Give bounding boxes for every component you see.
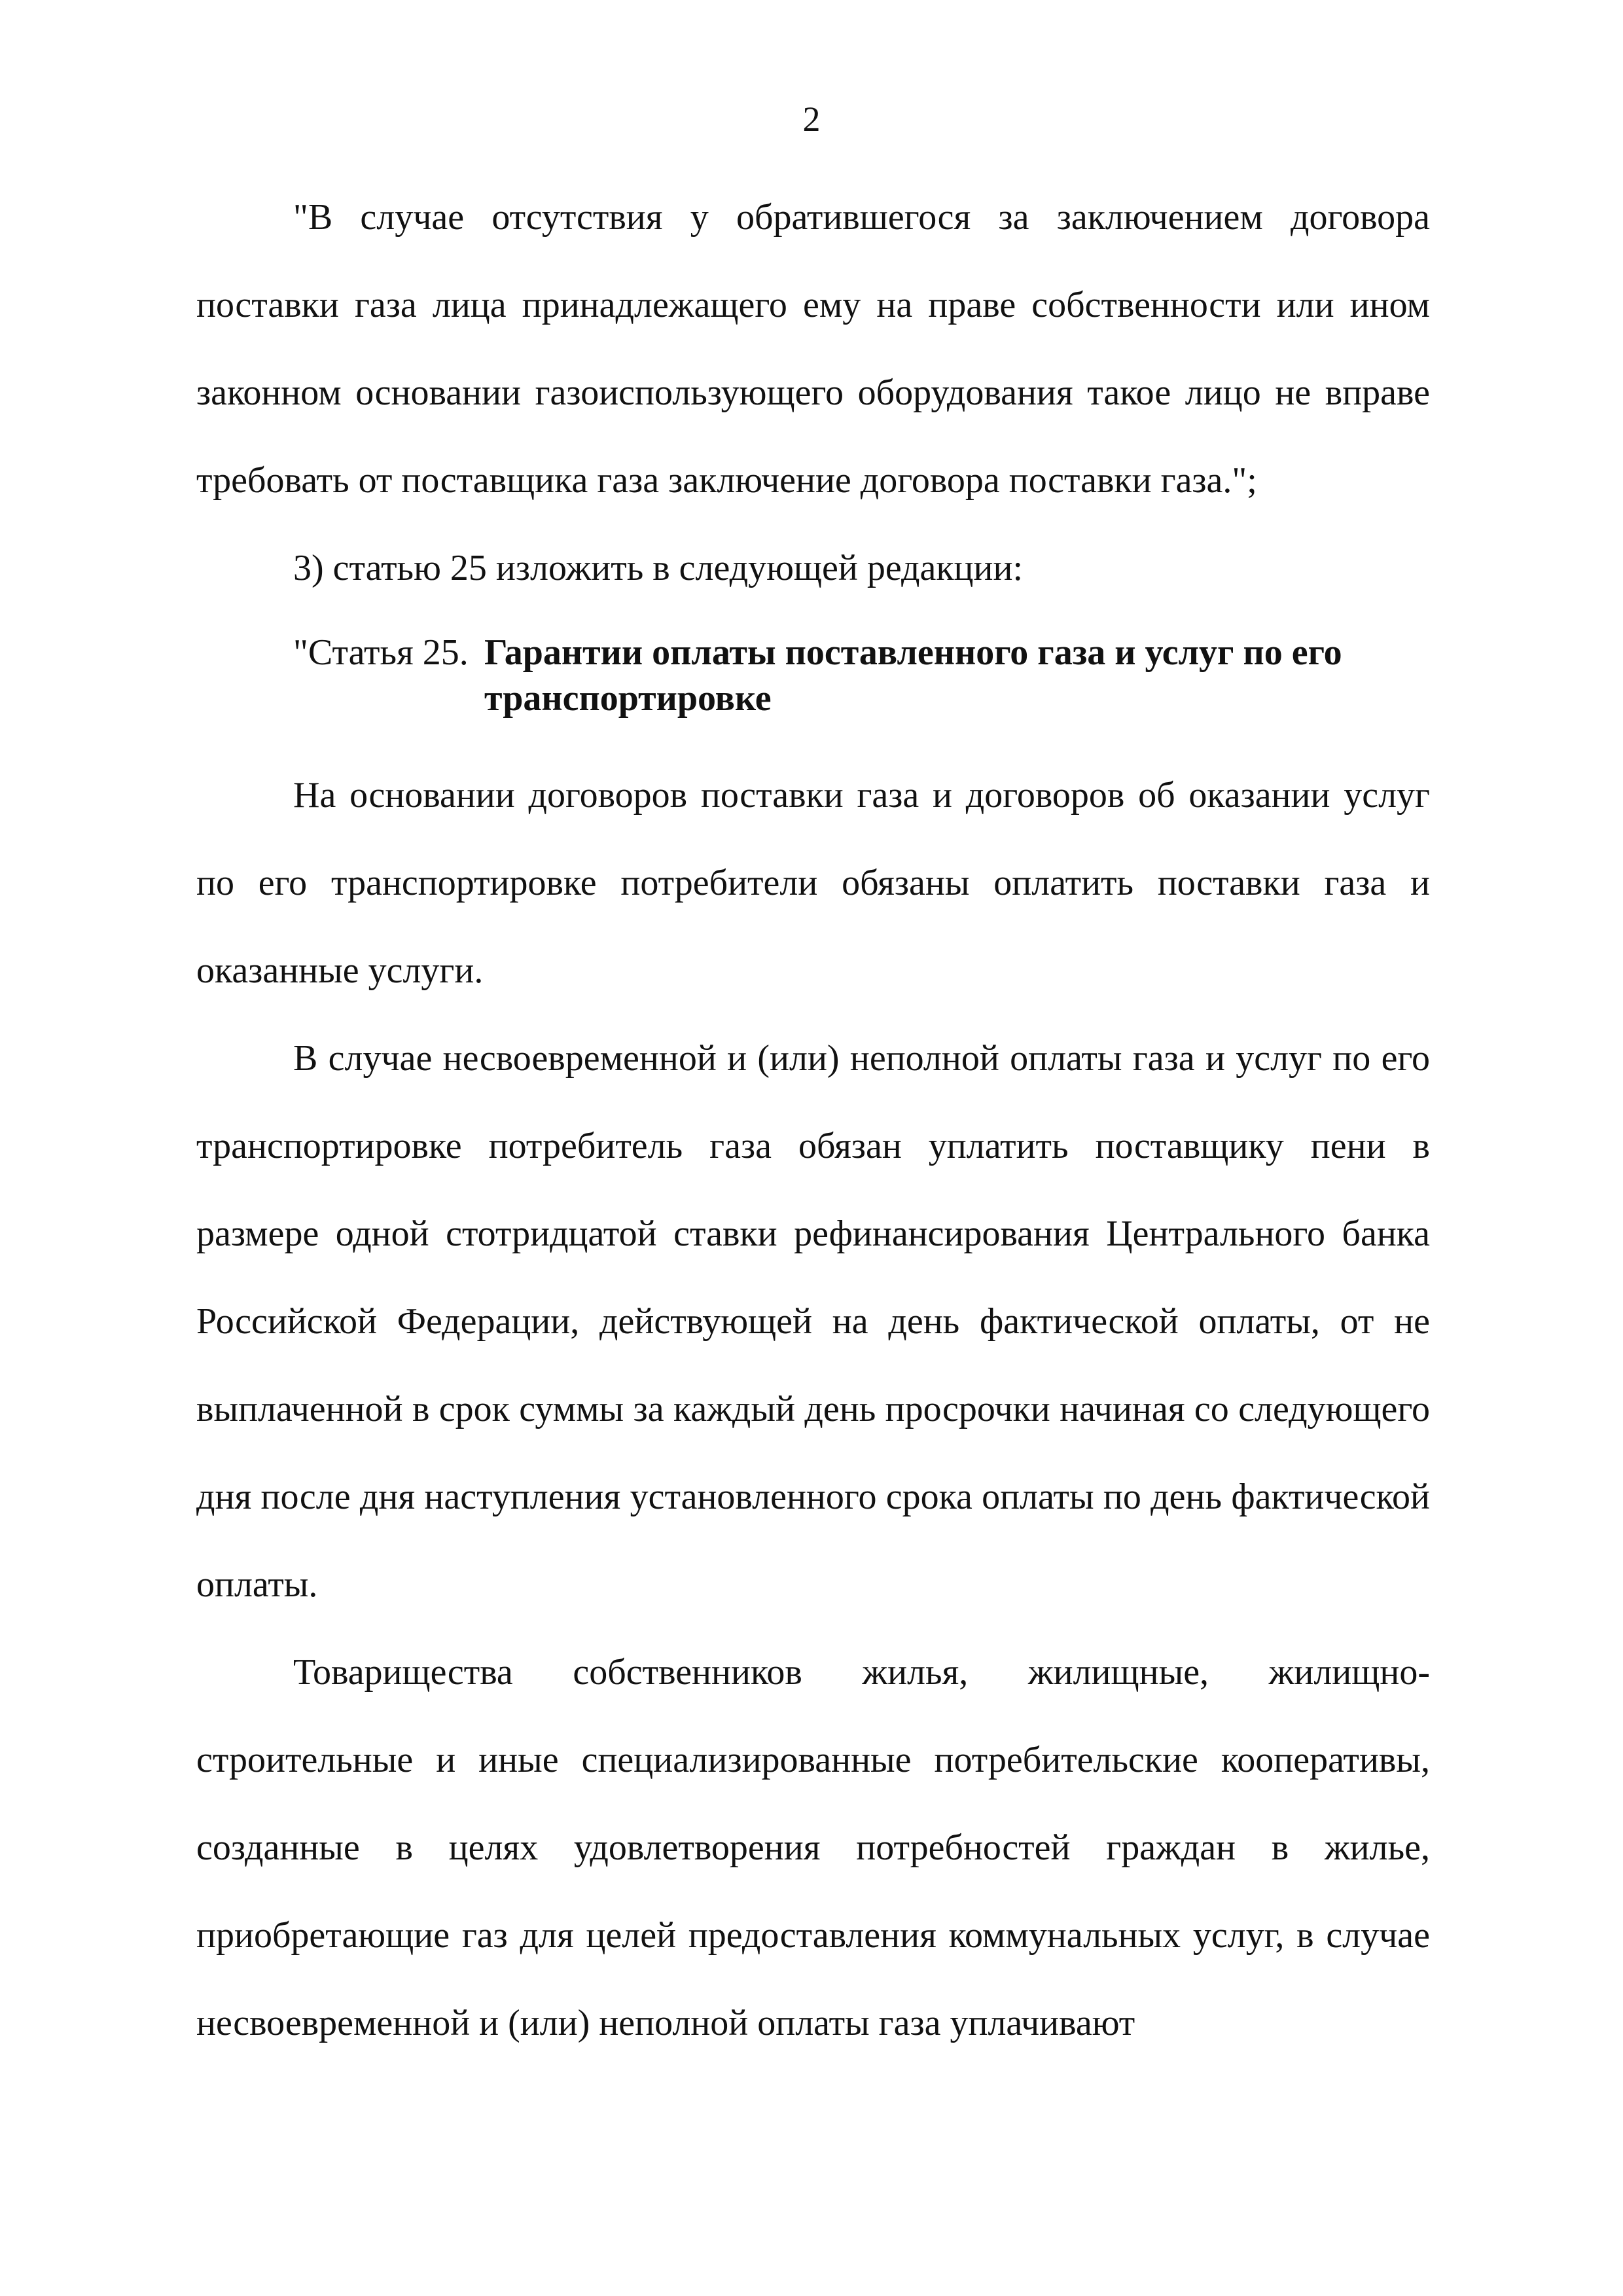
paragraph-housing-associations: Товарищества собственников жилья, жилищные, жилищно-строительные и иные специализированные потребительские кооперативы, созданные в целях удовлетворения потребностей граждан в жилье, приобретающие газ для целей предоставления коммунальных услуг, в случае несвоевременной и (или) неполной оплаты газа уплачивают [196, 1652, 1430, 2043]
text-block-bottom [196, 751, 1430, 2067]
paragraph-penalty: В случае несвоевременной и (или) неполной оплаты газа и услуг по его транспортировке потребитель газа обязан уплатить поставщику пени в размере одной стотридцатой ставки рефинансирования Центрального банка Российской Федерации, действующей на день фактической оплаты, от не выплаченной в срок суммы за каждый день просрочки начиная со следующего дня после дня наступления установленного срока оплаты по день фактической оплаты. [196, 1038, 1430, 1605]
page-number: 2 [802, 99, 821, 139]
article-heading [293, 630, 1432, 721]
article-heading-prefix: "Статья 25. [293, 632, 469, 673]
paragraph-quote-gas-contract: "В случае отсутствия у обратившегося за заключением договора поставки газа лица принадлежащего ему на праве собственности или ином законном основании газоиспользующего оборудования такое лицо не вправе требовать от поставщика газа заключение договора поставки газа."; [196, 197, 1430, 501]
paragraph-article-25-instruction: 3) статью 25 изложить в следующей редакции: [293, 548, 1023, 588]
text-block-top [196, 173, 1430, 612]
article-heading-title: Гарантии оплаты поставленного газа и услуг по его транспортировке [484, 632, 1342, 719]
paragraph-payment-obligation: На основании договоров поставки газа и договоров об оказании услуг по его транспортировке потребители обязаны оплатить поставки газа и оказанные услуги. [196, 775, 1430, 991]
